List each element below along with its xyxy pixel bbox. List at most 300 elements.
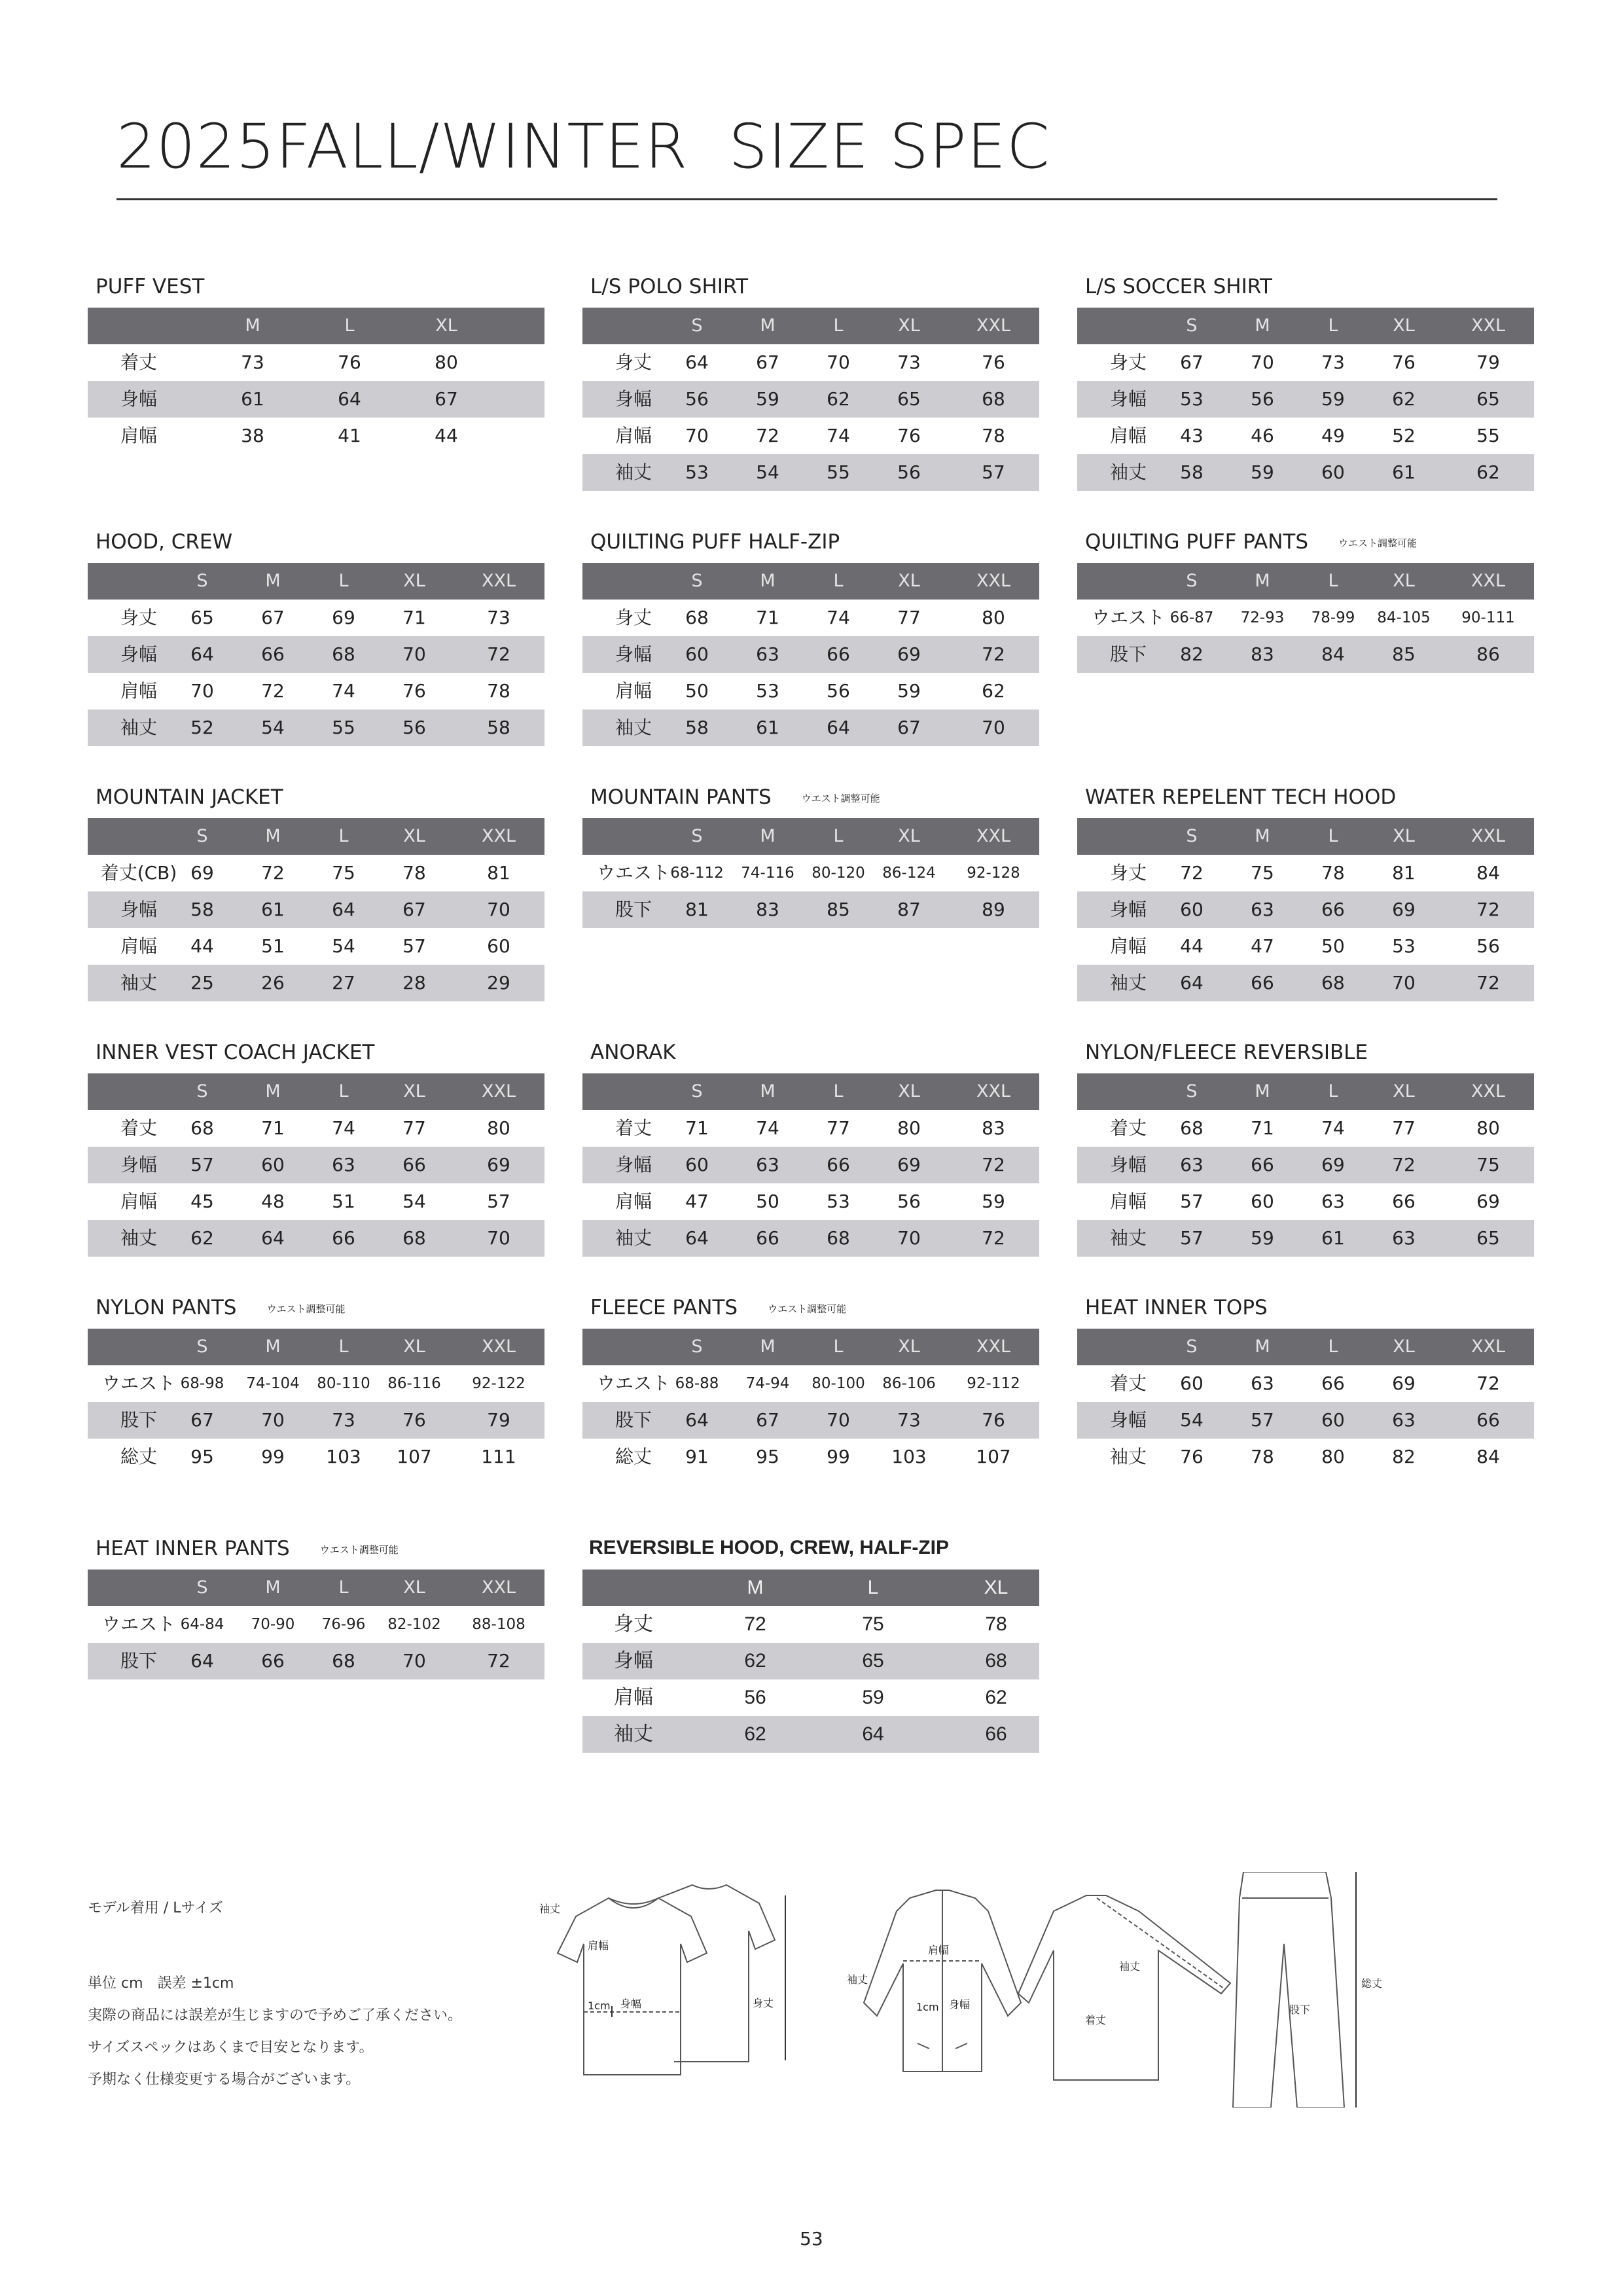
measurement-label: 身幅 [120,899,158,920]
table-title [590,1041,676,1064]
measurement-value: 86-124 [882,865,936,882]
table-grid [582,563,1039,746]
measurement-value: 72 [1476,899,1500,920]
label-shoulder-1: 肩幅 [588,1939,609,1952]
spec-row [582,1643,1039,1679]
size-header-cell: XL [984,1577,1008,1598]
measurement-value: 68-88 [675,1375,719,1392]
spec-row [88,1402,544,1439]
size-header-cell: L [338,826,349,846]
spec-row [88,928,544,965]
measurement-value: 53 [1392,935,1416,957]
measurement-value: 67 [190,1409,214,1431]
measurement-value: 56 [685,388,709,410]
measurement-label: 袖丈 [614,1723,653,1745]
measurement-value: 56 [402,717,426,738]
measurement-value: 73 [241,351,264,373]
table-title-text: FLEECE PANTS [590,1296,738,1319]
measurement-value: 107 [976,1446,1011,1467]
measurement-label: 肩幅 [120,1191,158,1212]
measurement-value: 77 [897,607,921,628]
size-header-cell: XXL [481,826,516,846]
measurement-value: 74-104 [246,1375,300,1392]
measurement-value: 81 [1392,862,1416,884]
measurement-value: 60 [1251,1191,1274,1212]
table-grid [1077,563,1534,673]
size-header-cell: XL [898,826,920,846]
measurement-value: 76 [897,425,921,446]
spec-row [1077,1110,1534,1147]
size-header-cell: XL [403,1336,425,1357]
measurement-value: 69 [332,607,355,628]
measurement-label: 身幅 [120,388,158,410]
spec-row [1077,381,1534,418]
spec-row [582,636,1039,673]
measurement-value: 71 [402,607,426,628]
size-header-cell: M [265,826,281,846]
measurement-value: 74 [332,1117,355,1139]
measurement-value: 103 [326,1446,361,1467]
measurement-value: 66 [1392,1191,1416,1212]
measurement-value: 81 [685,899,709,920]
measurement-label: ウエスト [596,862,671,884]
measurement-value: 27 [332,972,355,994]
adjustable-waist-note: ウエスト調整可能 [266,1303,346,1315]
measurement-label: 肩幅 [120,425,158,446]
size-header-cell: XL [898,1081,920,1102]
measurement-value: 74-116 [741,865,794,882]
measurement-value: 66 [985,1723,1007,1745]
table-title-text: QUILTING PUFF HALF-ZIP [590,530,840,554]
size-header-cell: M [1255,571,1270,591]
measurement-value: 68 [1321,972,1345,994]
measurement-value: 59 [862,1687,884,1708]
measurement-value: 68 [685,607,709,628]
table-title [96,1537,399,1560]
size-header-cell: S [1186,1336,1198,1357]
measurement-value: 62 [827,388,850,410]
measurement-value: 78 [1321,862,1345,884]
measurement-value: 75 [332,862,355,884]
spec-row [582,1110,1039,1147]
measurement-value: 60 [1321,1409,1345,1431]
measurement-value: 55 [827,461,850,483]
measurement-value: 67 [1180,351,1204,373]
size-header-cell: M [747,1577,764,1598]
size-header-row [88,1570,544,1606]
measurement-value: 91 [685,1446,709,1467]
size-header-cell: XXL [481,571,516,591]
spec-row [88,1183,544,1220]
measurement-label: 肩幅 [614,1687,653,1708]
page-title: 2025FALL/WINTER SIZE SPEC [116,111,1050,183]
measurement-value: 71 [756,607,779,628]
size-header-cell: S [196,1081,208,1102]
size-header-cell: XXL [481,1577,516,1598]
measurement-label: 総丈 [615,1446,652,1467]
spec-row [88,855,544,891]
measurement-value: 65 [1476,1227,1500,1249]
spec-row [88,1220,544,1257]
measurement-value: 68 [332,643,355,665]
measurement-value: 63 [756,643,779,665]
measurement-value: 47 [1251,935,1274,957]
size-header-cell: XL [1393,1081,1415,1102]
size-header-row [88,563,544,600]
measurement-value: 99 [827,1446,850,1467]
spec-row [1077,344,1534,381]
label-sleeve-1: 袖丈 [539,1903,561,1915]
size-header-cell: XXL [1471,826,1506,846]
size-header-cell: XXL [976,1336,1011,1357]
tshirt-back-sketch [658,1885,785,2062]
measurement-label: 股下 [615,1409,652,1431]
measurement-value: 72 [1476,1372,1500,1394]
measurement-label: 股下 [615,899,652,920]
garment-diagram [530,1872,1394,2108]
table-title-text: PUFF VEST [96,275,205,298]
measurement-value: 66 [261,643,285,665]
measurement-value: 26 [261,972,285,994]
measurement-value: 76 [1180,1446,1204,1467]
measurement-value: 78 [487,680,510,702]
measurement-label: 身幅 [1109,899,1147,920]
measurement-label: ウエスト [596,1372,671,1394]
table-title-text: HEAT INNER TOPS [1085,1296,1268,1319]
size-header-cell: XXL [481,1081,516,1102]
spec-row [1077,1147,1534,1183]
measurement-value: 74 [332,680,355,702]
measurement-value: 51 [332,1191,355,1212]
measurement-label: 身幅 [120,1154,158,1175]
measurement-value: 107 [397,1446,432,1467]
size-header-cell: M [760,1081,776,1102]
measurement-value: 86-106 [882,1375,936,1392]
measurement-value: 72 [744,1613,766,1635]
measurement-value: 77 [827,1117,850,1139]
measurement-value: 70 [190,680,214,702]
measurement-label: 身丈 [615,351,652,373]
size-header-row [582,1570,1039,1606]
measurement-label: 股下 [1109,643,1147,665]
measurement-value: 64 [685,1409,709,1431]
table-grid [582,818,1039,928]
label-jacket-length: 着丈 [1085,2014,1107,2026]
measurement-value: 70 [827,1409,850,1431]
unit-note: 単位 cm 誤差 ±1cm [88,1975,234,1992]
measurement-value: 59 [1251,1227,1274,1249]
measurement-label: 袖丈 [615,717,652,738]
measurement-value: 60 [1180,899,1204,920]
measurement-value: 70 [402,643,426,665]
spec-row [582,891,1039,928]
spec-row [88,418,544,454]
table-title-text: HOOD, CREW [96,530,233,554]
measurement-value: 63 [1251,899,1274,920]
table-title [590,530,840,554]
measurement-value: 72 [487,1650,510,1672]
spec-row [88,1643,544,1679]
measurement-value: 66 [827,1154,850,1175]
measurement-label: 袖丈 [1109,1446,1147,1467]
measurement-value: 65 [897,388,921,410]
spec-row [582,1365,1039,1402]
measurement-value: 65 [1476,388,1500,410]
size-header-cell: L [1328,1081,1338,1102]
size-header-cell: M [1255,1081,1270,1102]
measurement-value: 83 [982,1117,1005,1139]
measurement-value: 71 [685,1117,709,1139]
table-grid [1077,1329,1534,1475]
measurement-value: 43 [1180,425,1204,446]
measurement-value: 68-112 [670,865,724,882]
size-header-cell: S [691,1336,703,1357]
table-title-text: QUILTING PUFF PANTS [1085,530,1308,554]
measurement-value: 68 [332,1650,355,1672]
measurement-value: 70-90 [251,1616,295,1633]
size-header-cell: XL [898,1336,920,1357]
size-header-row [1077,1329,1534,1365]
table-title [1085,1296,1268,1319]
measurement-value: 49 [1321,425,1345,446]
size-header-row [1077,1073,1534,1110]
spec-row [582,709,1039,746]
measurement-value: 66-87 [1169,609,1214,626]
table-title-text: MOUNTAIN PANTS [590,785,772,809]
measurement-value: 88-108 [472,1616,526,1633]
table-title [96,530,232,554]
measurement-value: 66 [756,1227,779,1249]
measurement-value: 53 [756,680,779,702]
model-note: モデル着用 / Lサイズ [88,1900,223,1916]
measurement-value: 84-105 [1377,609,1431,626]
measurement-value: 29 [487,972,510,994]
measurement-value: 68 [985,1650,1007,1672]
measurement-value: 60 [261,1154,285,1175]
measurement-value: 52 [1392,425,1416,446]
size-header-cell: XXL [976,315,1011,336]
spec-row [582,381,1039,418]
size-header-cell: M [760,315,776,336]
measurement-value: 38 [241,425,264,446]
size-header-cell: XXL [1471,571,1506,591]
spec-row [88,344,544,381]
measurement-value: 72 [487,643,510,665]
measurement-label: 袖丈 [1109,461,1147,483]
size-header-cell: L [833,571,844,591]
table-title [1085,1041,1368,1064]
size-header-cell: XL [435,315,457,336]
measurement-value: 71 [1251,1117,1274,1139]
measurement-value: 84 [1476,862,1500,884]
table-title-text: REVERSIBLE HOOD, CREW, HALF-ZIP [589,1537,950,1558]
measurement-label: 袖丈 [120,972,158,994]
measurement-value: 69 [190,862,214,884]
measurement-value: 70 [897,1227,921,1249]
pants-sketch [1233,1872,1356,2108]
measurement-value: 62 [1392,388,1416,410]
measurement-value: 66 [1251,972,1274,994]
size-header-cell: XL [1393,1336,1415,1357]
measurement-label: 肩幅 [120,680,158,702]
table-grid [88,1329,544,1475]
spec-row [1077,965,1534,1001]
table-grid [88,563,544,746]
size-header-cell: XL [403,571,425,591]
table-title [96,1296,345,1319]
measurement-value: 59 [1321,388,1345,410]
measurement-value: 64 [685,1227,709,1249]
measurement-value: 50 [685,680,709,702]
measurement-value: 54 [332,935,355,957]
table-title-text: L/S POLO SHIRT [590,275,749,298]
measurement-value: 62 [190,1227,214,1249]
spec-row [582,418,1039,454]
size-header-cell: S [1186,571,1198,591]
size-header-cell: XL [403,826,425,846]
size-header-cell: L [1328,571,1338,591]
measurement-value: 66 [332,1227,355,1249]
size-header-cell: M [265,571,281,591]
measurement-value: 53 [1180,388,1204,410]
size-header-cell: L [833,1081,844,1102]
measurement-label: 着丈 [615,1117,652,1139]
measurement-value: 41 [338,425,361,446]
measurement-value: 54 [756,461,779,483]
measurement-label: ウエスト [101,1613,176,1635]
measurement-label: 肩幅 [120,935,158,957]
measurement-value: 92-112 [967,1375,1020,1392]
size-header-row [582,818,1039,855]
measurement-value: 70 [487,1227,510,1249]
measurement-label: 身丈 [1109,351,1147,373]
measurement-value: 56 [1251,388,1274,410]
measurement-value: 57 [982,461,1005,483]
measurement-value: 72 [756,425,779,446]
size-header-row [582,1073,1039,1110]
measurement-value: 68 [402,1227,426,1249]
measurement-label: 袖丈 [120,1227,158,1249]
measurement-value: 72 [1392,1154,1416,1175]
size-header-cell: XXL [1471,1336,1506,1357]
measurement-value: 46 [1251,425,1274,446]
title-rule [116,198,1497,200]
size-header-cell: S [196,826,208,846]
measurement-label: 着丈 [1109,1372,1147,1394]
measurement-value: 58 [190,899,214,920]
measurement-label: 身幅 [615,388,652,410]
measurement-value: 70 [1392,972,1416,994]
measurement-value: 67 [897,717,921,738]
measurement-value: 84 [1321,643,1345,665]
measurement-value: 69 [1392,899,1416,920]
label-width-2: 身幅 [949,1998,971,2011]
label-width-1: 身幅 [620,1998,642,2010]
measurement-value: 55 [332,717,355,738]
measurement-value: 85 [827,899,850,920]
spec-row [582,1183,1039,1220]
size-header-cell: XL [898,571,920,591]
measurement-value: 73 [1321,351,1345,373]
measurement-value: 66 [1251,1154,1274,1175]
measurement-value: 90-111 [1461,609,1515,626]
measurement-value: 56 [744,1687,766,1708]
size-header-cell: S [196,1336,208,1357]
spec-row [582,1679,1039,1716]
measurement-value: 44 [1180,935,1204,957]
measurement-value: 77 [402,1117,426,1139]
measurement-value: 50 [1321,935,1345,957]
measurement-label: 肩幅 [1109,935,1147,957]
size-header-cell: XL [403,1577,425,1598]
label-cm-1: 1cm [588,2000,611,2012]
measurement-label: 身幅 [1109,1409,1147,1431]
measurement-value: 67 [435,388,458,410]
spec-row [582,344,1039,381]
measurement-value: 61 [756,717,779,738]
measurement-value: 57 [1180,1227,1204,1249]
measurement-label: 肩幅 [615,1191,652,1212]
spec-row [1077,855,1534,891]
measurement-value: 67 [261,607,285,628]
table-grid [88,1570,544,1679]
measurement-value: 80 [435,351,458,373]
spec-row [88,965,544,1001]
spec-row [582,454,1039,491]
measurement-value: 95 [190,1446,214,1467]
measurement-value: 64 [1180,972,1204,994]
measurement-value: 66 [1321,899,1345,920]
measurement-value: 74 [1321,1117,1345,1139]
measurement-value: 60 [685,643,709,665]
spec-row [1077,1402,1534,1439]
size-header-row [582,563,1039,600]
size-header-cell: M [760,826,776,846]
size-header-cell: S [691,1081,703,1102]
measurement-value: 87 [897,899,921,920]
measurement-label: 身幅 [615,643,652,665]
measurement-value: 63 [1321,1191,1345,1212]
measurement-value: 56 [897,1191,921,1212]
label-body-length: 身丈 [753,1997,774,2009]
measurement-value: 66 [1321,1372,1345,1394]
measurement-value: 89 [982,899,1005,920]
measurement-label: 身丈 [1109,862,1147,884]
measurement-value: 64 [261,1227,285,1249]
table-grid [1077,1073,1534,1257]
measurement-value: 67 [756,1409,779,1431]
measurement-value: 73 [897,1409,921,1431]
measurement-value: 70 [982,717,1005,738]
measurement-value: 66 [1476,1409,1500,1431]
measurement-value: 57 [1180,1191,1204,1212]
measurement-value: 72 [982,1154,1005,1175]
measurement-label: 袖丈 [615,461,652,483]
measurement-value: 57 [402,935,426,957]
measurement-value: 111 [481,1446,516,1467]
size-header-cell: L [833,826,844,846]
measurement-value: 58 [685,717,709,738]
size-header-cell: XXL [976,1081,1011,1102]
measurement-value: 60 [685,1154,709,1175]
measurement-value: 69 [1392,1372,1416,1394]
adjustable-waist-note: ウエスト調整可能 [801,793,880,804]
spec-row [88,891,544,928]
measurement-value: 61 [261,899,285,920]
size-header-cell: L [338,1336,349,1357]
size-header-cell: S [196,1577,208,1598]
measurement-value: 63 [1251,1372,1274,1394]
